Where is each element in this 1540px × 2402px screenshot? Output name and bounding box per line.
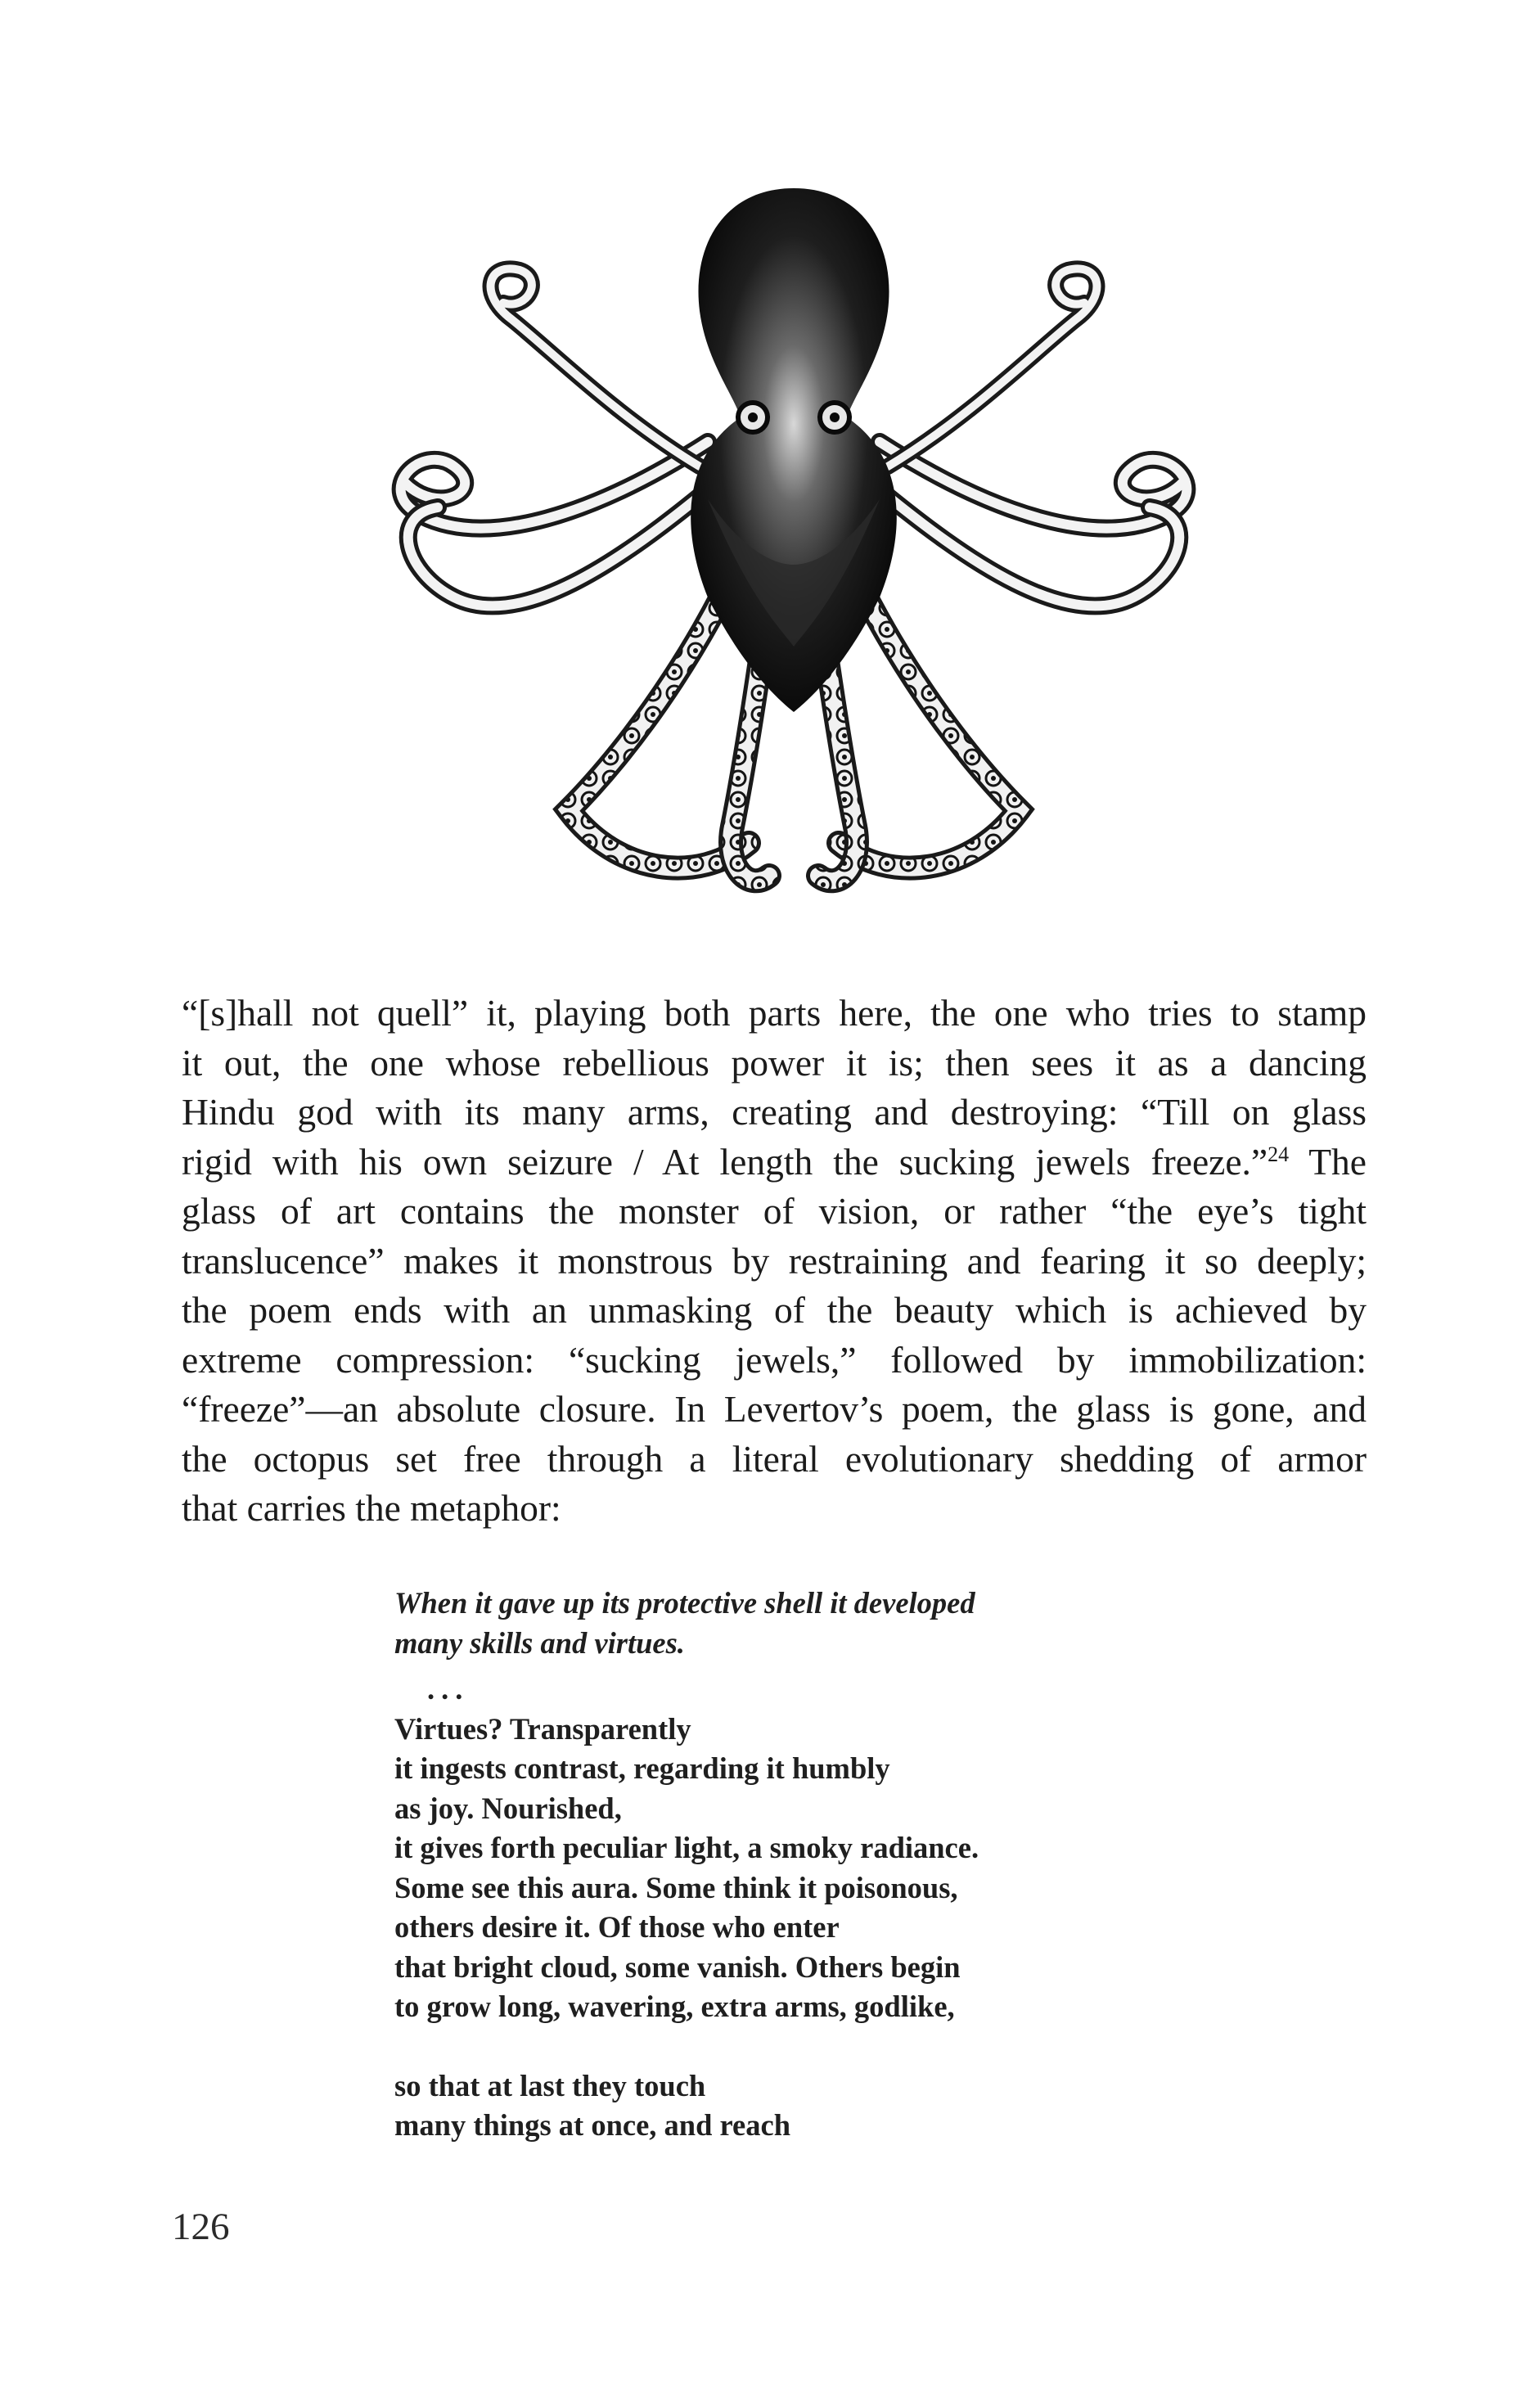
body-line: “[s]hall not quell” it, playing both parts here, the one who tries to stamp	[182, 992, 1367, 1034]
poem-line: many skills and virtues.	[394, 1625, 685, 1660]
octopus-illustration	[323, 172, 1264, 941]
body-line-with-footnote	[182, 1138, 1367, 1187]
body-line: that carries the metaphor:	[182, 1487, 561, 1529]
poem-line: Virtues? Transparently	[394, 1711, 691, 1746]
poem-line: others desire it. Of those who enter	[394, 1910, 840, 1944]
body-paragraph	[182, 989, 1367, 1534]
body-line: the poem ends with an unmasking of the beauty which is achieved by	[182, 1289, 1367, 1331]
poem-line: that bright cloud, some vanish. Others begin	[394, 1949, 961, 1984]
body-line: translucence” makes it monstrous by restraining and fearing it so deeply;	[182, 1239, 1367, 1282]
body-line: extreme compression: “sucking jewels,” followed by immobilization:	[182, 1338, 1367, 1381]
poem-line: When it gave up its protective shell it developed	[394, 1586, 975, 1620]
body-line: it out, the one whose rebellious power it is; then sees it as a dancing	[182, 1041, 1367, 1084]
body-line: the octopus set free through a literal evolutionary shedding of armor	[182, 1437, 1367, 1480]
poem-line: as joy. Nourished,	[394, 1791, 622, 1825]
poem-line: many things at once, and reach	[394, 2108, 790, 2142]
body-line: Hindu god with its many arms, creating and destroying: “Till on glass	[182, 1091, 1367, 1133]
poem-quotation	[394, 1584, 1376, 2146]
body-line: “freeze”—an absolute closure. In Levertov’s poem, the glass is gone, and	[182, 1388, 1367, 1430]
poem-line: it gives forth peculiar light, a smoky radiance.	[394, 1831, 979, 1864]
poem-ellipsis: ...	[427, 1672, 470, 1706]
poem-line: it ingests contrast, regarding it humbly	[394, 1751, 890, 1785]
poem-line: to grow long, wavering, extra arms, godlike,	[394, 1990, 955, 2023]
poem-line: Some see this aura. Some think it poisonous,	[394, 1870, 958, 1904]
page-number: 126	[172, 2206, 230, 2248]
body-line-tail: The	[1289, 1140, 1367, 1183]
body-line-text: rigid with his own seizure / At length the sucking jewels freeze.”	[182, 1140, 1268, 1183]
poem-line: so that at last they touch	[394, 2068, 706, 2102]
footnote-ref: 24	[1268, 1142, 1290, 1166]
body-line: glass of art contains the monster of vision, or rather “the eye’s tight	[182, 1190, 1367, 1232]
